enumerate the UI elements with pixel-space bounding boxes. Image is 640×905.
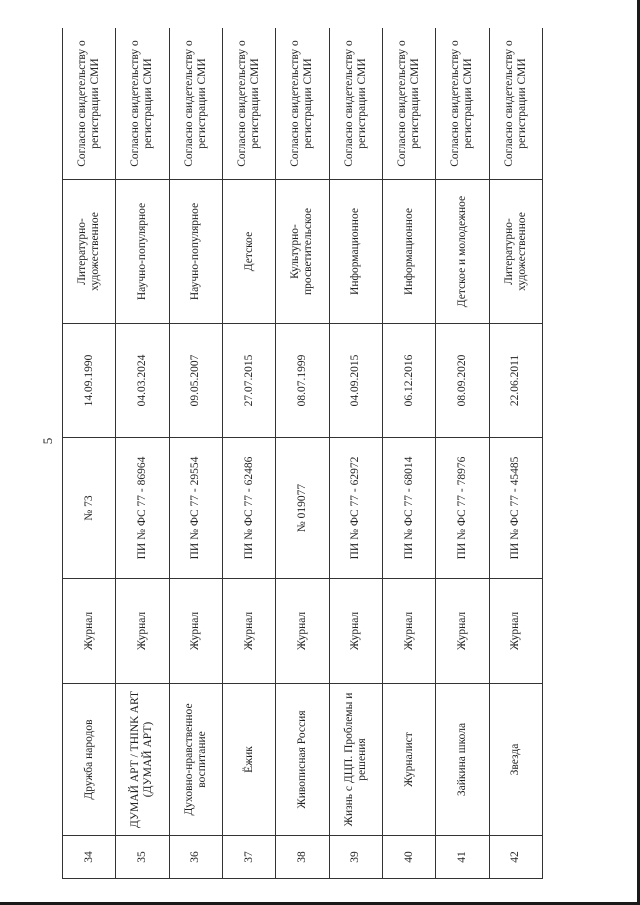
publication-type: Журнал: [436, 579, 489, 684]
note: Согласно свидетельству о регистрации СМИ: [329, 28, 382, 180]
registration-number: ПИ № ФС 77 - 45485: [489, 438, 542, 579]
table-row: [436, 28, 489, 879]
specialization: Научно-популярное: [116, 180, 169, 324]
publication-title: Жизнь с ДЦП. Проблемы и решения: [329, 684, 382, 836]
publication-title: Дружба народов: [63, 684, 116, 836]
specialization: Детское: [222, 180, 275, 324]
table-row: [382, 28, 435, 879]
registration-number: ПИ № ФС 77 - 29554: [169, 438, 222, 579]
page-number: 5: [40, 437, 55, 445]
registration-date: 04.03.2024: [116, 324, 169, 438]
registration-date: 22.06.2011: [489, 324, 542, 438]
registration-number: № 73: [63, 438, 116, 579]
publication-title: Звезда: [489, 684, 542, 836]
specialization: Литературно-художественное: [489, 180, 542, 324]
note: Согласно свидетельству о регистрации СМИ: [63, 28, 116, 180]
specialization: Детское и молодежное: [436, 180, 489, 324]
publication-type: Журнал: [489, 579, 542, 684]
row-number: 40: [382, 836, 435, 879]
publication-type: Журнал: [169, 579, 222, 684]
publication-title: Духовно-нравственное воспитание: [169, 684, 222, 836]
row-number: 41: [436, 836, 489, 879]
table-wrapper: [62, 28, 543, 879]
publication-type: Журнал: [116, 579, 169, 684]
publication-title: ДУМАЙ АРТ / THINK ART (ДУМАЙ АРТ): [116, 684, 169, 836]
row-number: 37: [222, 836, 275, 879]
note: Согласно свидетельству о регистрации СМИ: [489, 28, 542, 180]
table-row: [222, 28, 275, 879]
specialization: Информационное: [329, 180, 382, 324]
registration-date: 04.09.2015: [329, 324, 382, 438]
row-number: 42: [489, 836, 542, 879]
specialization: Культурно-просветительское: [276, 180, 329, 324]
registration-number: ПИ № ФС 77 - 68014: [382, 438, 435, 579]
publication-title: Журналист: [382, 684, 435, 836]
media-registry-table: [62, 28, 543, 879]
note: Согласно свидетельству о регистрации СМИ: [116, 28, 169, 180]
registration-date: 09.05.2007: [169, 324, 222, 438]
table-row: [489, 28, 542, 879]
row-number: 34: [63, 836, 116, 879]
registration-number: № 019077: [276, 438, 329, 579]
publication-type: Журнал: [222, 579, 275, 684]
rotated-table-container: [62, 28, 543, 879]
publication-title: Живописная Россия: [276, 684, 329, 836]
note: Согласно свидетельству о регистрации СМИ: [382, 28, 435, 180]
table-row: [276, 28, 329, 879]
publication-type: Журнал: [382, 579, 435, 684]
registration-date: 08.07.1999: [276, 324, 329, 438]
publication-title: Зайкина школа: [436, 684, 489, 836]
registration-number: ПИ № ФС 77 - 62972: [329, 438, 382, 579]
note: Согласно свидетельству о регистрации СМИ: [436, 28, 489, 180]
row-number: 36: [169, 836, 222, 879]
table-row: [116, 28, 169, 879]
publication-title: Ёжик: [222, 684, 275, 836]
row-number: 38: [276, 836, 329, 879]
registration-number: ПИ № ФС 77 - 62486: [222, 438, 275, 579]
publication-type: Журнал: [329, 579, 382, 684]
table-row: [169, 28, 222, 879]
publication-type: Журнал: [276, 579, 329, 684]
publication-type: Журнал: [63, 579, 116, 684]
specialization: Информационное: [382, 180, 435, 324]
registration-date: 06.12.2016: [382, 324, 435, 438]
registration-number: ПИ № ФС 77 - 78976: [436, 438, 489, 579]
row-number: 39: [329, 836, 382, 879]
specialization: Литературно-художественное: [63, 180, 116, 324]
table-row: [63, 28, 116, 879]
note: Согласно свидетельству о регистрации СМИ: [169, 28, 222, 180]
registration-date: 08.09.2020: [436, 324, 489, 438]
row-number: 35: [116, 836, 169, 879]
table-row: [329, 28, 382, 879]
specialization: Научно-популярное: [169, 180, 222, 324]
note: Согласно свидетельству о регистрации СМИ: [222, 28, 275, 180]
registration-date: 14.09.1990: [63, 324, 116, 438]
registration-date: 27.07.2015: [222, 324, 275, 438]
note: Согласно свидетельству о регистрации СМИ: [276, 28, 329, 180]
registration-number: ПИ № ФС 77 - 86964: [116, 438, 169, 579]
